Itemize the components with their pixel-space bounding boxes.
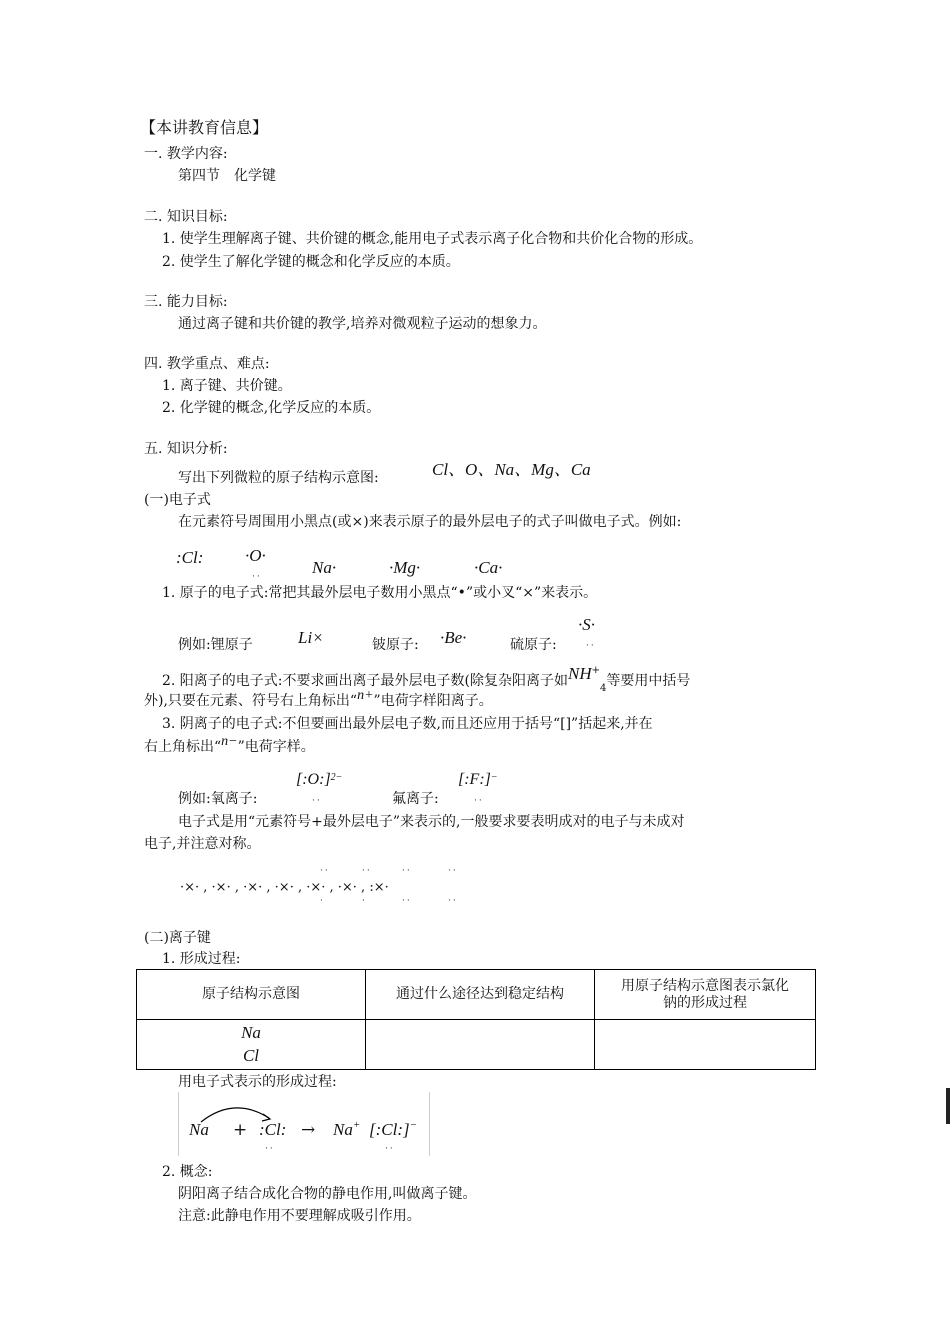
symmetry-examples: ·×· , ·×· , ·×· , ·×· , ·×· , ·×· , :×· [180,880,389,895]
electron-dots: · [320,896,325,906]
point-3-line-1: 3. 阴离子的电子式:不但要画出最外层电子数,而且还应用于括号“[]”括起来,并在 [162,716,653,732]
page-header: 【本讲教育信息】 [140,118,269,137]
electron-dots: ·· [474,796,484,806]
example-oxide-ion: [:O:]$^{2-}$ [296,771,343,788]
table-header-2: 通过什么途径达到稳定结构 [366,970,595,1020]
subsection-ionic-bond: (二)离子键 [144,930,211,946]
point-1-atom-formula: 1. 原子的电子式:常把其最外层电子数用小黑点“•”或小叉“×”来表示。 [162,585,598,601]
electron-dots: ·· [312,796,322,806]
example-s: ·S· [578,615,595,634]
example-li-label: 例如:锂原子 [178,637,253,653]
point-2-line-2: 外),只要在元素、符号右上角标出“n+”电荷字样阳离子。 [144,688,493,709]
example-o: ·O· [245,546,266,565]
point-3-line-2: 右上角标出“n−”电荷字样。 [144,734,315,755]
equation-na-ion: Na+ [333,1119,361,1139]
electron-dots: ·· [402,896,412,906]
subsection-electron-formula: (一)电子式 [144,492,211,508]
example-fluoride-ion: [:F:]− [458,771,498,788]
section-1-title: 一. 教学内容: [144,146,228,162]
section-5-title: 五. 知识分析: [144,441,228,457]
equation-arrow: → [301,1120,316,1140]
formation-text: 用电子式表示的形成过程: [178,1074,337,1090]
example-be-label: 铍原子: [372,637,419,653]
equation-na: Na [189,1120,209,1139]
note-line-1: 电子式是用“元素符号+最外层电子”来表示的,一般要求要表明成对的电子与未成对 [178,814,685,830]
example-s-label: 硫原子: [510,637,557,653]
electron-dots: ·· [385,1144,395,1154]
electron-dots: ·· [252,572,262,582]
electron-dots: ·· [320,866,330,876]
section-2-item-2: 2. 使学生了解化学键的概念和化学反应的本质。 [162,254,460,270]
note-line-2: 电子,并注意对称。 [144,836,261,852]
electron-dots: ·· [265,1144,275,1154]
example-ca: ·Ca· [474,558,503,577]
electron-dots: ·· [448,866,458,876]
electron-dots: ·· [362,866,372,876]
point-concept: 2. 概念: [162,1164,213,1180]
formation-equation [178,1092,430,1156]
section-2-item-1: 1. 使学生理解离子键、共价键的概念,能用电子式表示离子化合物和共价化合物的形成。 [162,231,703,247]
section-5-intro: 写出下列微粒的原子结构示意图: [178,470,379,486]
electron-dots: ·· [402,866,412,876]
table-cell-empty [366,1020,595,1070]
example-na: Na· [312,558,337,577]
page-edge-mark [946,1088,950,1124]
table-cell-empty [595,1020,816,1070]
equation-plus: + [233,1120,248,1140]
example-li: Li× [298,628,324,647]
note-text: 注意:此静电作用不要理解成吸引作用。 [178,1208,421,1224]
section-4-item-2: 2. 化学键的概念,化学反应的本质。 [162,400,381,416]
example-be: ·Be· [440,628,467,647]
table-cell-elements: Na Cl [137,1020,366,1070]
concept-text: 阴阳离子结合成化合物的静电作用,叫做离子键。 [178,1186,477,1202]
point-2-line-1: 2. 阳离子的电子式:不要求画出离子最外层电子数(除复杂阳离子如$NH^+_4$等要用中括号 [162,664,691,694]
example-cl: :Cl: [176,548,204,567]
table-header-3: 用原子结构示意图表示氯化 钠的形成过程 [595,970,816,1020]
table-header-1: 原子结构示意图 [137,970,366,1020]
section-4-title: 四. 教学重点、难点: [144,356,270,372]
equation-cl: :Cl: [259,1120,287,1139]
equation-cl-ion: [:Cl:]− [369,1119,418,1139]
example-fluoride-label: 氟离子: [392,791,439,807]
example-oxide-label: 例如:氧离子: [178,791,258,807]
section-3-title: 三. 能力目标: [144,294,228,310]
electron-dots: · [362,896,367,906]
ionic-bond-table [136,969,816,1070]
electron-dots: ·· [586,641,596,651]
electron-formula-definition: 在元素符号周围用小黑点(或×)来表示原子的最外层电子的式子叫做电子式。例如: [178,514,682,530]
electron-dots: ·· [448,896,458,906]
section-2-title: 二. 知识目标: [144,209,228,225]
section-5-intro-elements: Cl、O、Na、Mg、Ca [432,460,591,479]
section-3-content: 通过离子键和共价键的教学,培养对微观粒子运动的想象力。 [178,316,547,332]
section-1-content: 第四节 化学键 [178,168,276,184]
point-formation: 1. 形成过程: [162,951,241,967]
example-mg: ·Mg· [389,558,421,577]
section-4-item-1: 1. 离子键、共价键。 [162,378,292,394]
